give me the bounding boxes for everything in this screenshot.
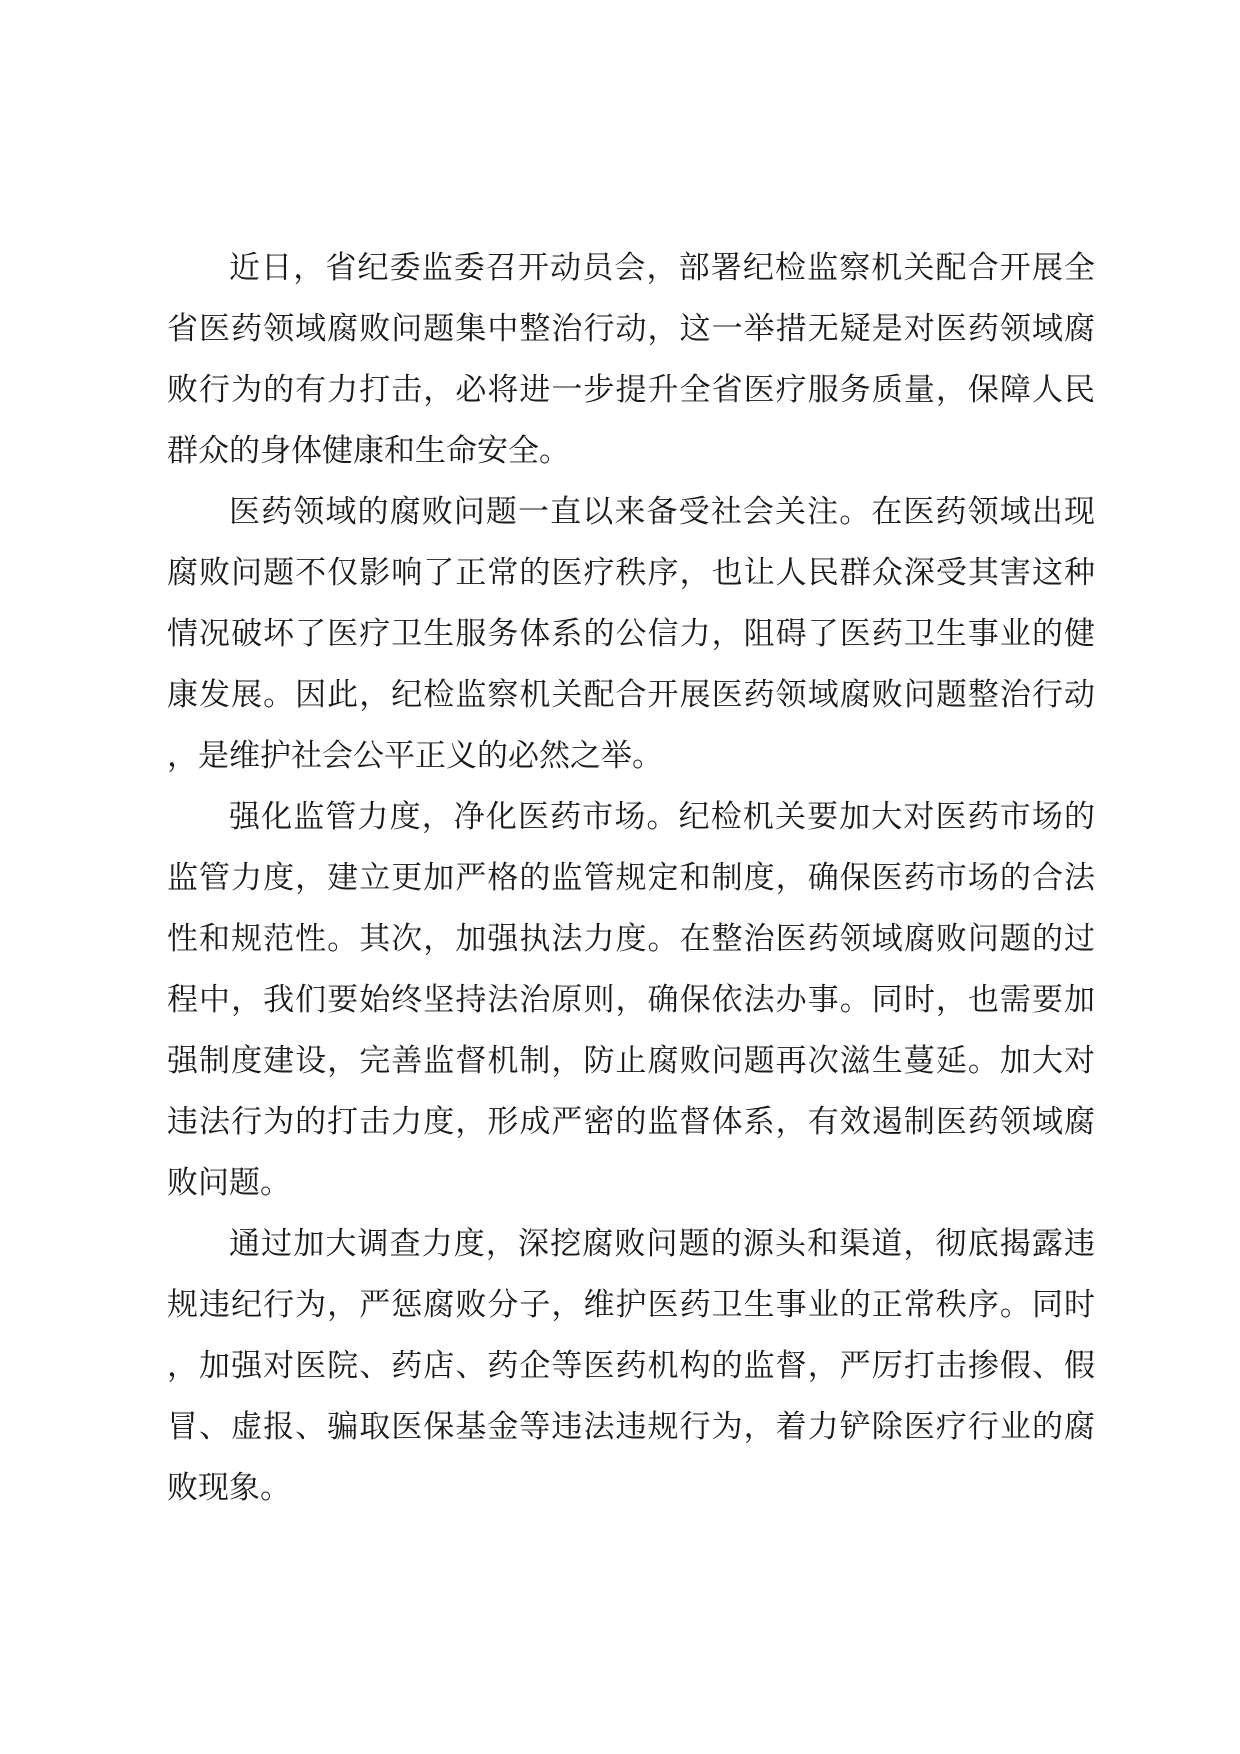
paragraph-4: 通过加大调查力度，深挖腐败问题的源头和渠道，彻底揭露违规违纪行为，严惩腐败分子，维护医药卫生事业的正常秩序。同时，加强对医院、药店、药企等医药机构的监督，严厉打击掺假、假冒、虚报、骗取医保基金等违法违规行为，着力铲除医疗行业的腐败现象。 [167, 1226, 1095, 1506]
paragraph-2: 医药领域的腐败问题一直以来备受社会关注。在医药领域出现腐败问题不仅影响了正常的医疗秩序，也让人民群众深受其害这种情况破坏了医疗卫生服务体系的公信力，阻碍了医药卫生事业的健康发展。因此，纪检监察机关配合开展医药领域腐败问题整治行动，是维护社会公平正义的必然之举。 [167, 494, 1095, 774]
paragraph-1: 近日，省纪委监委召开动员会，部署纪检监察机关配合开展全省医药领域腐败问题集中整治行动，这一举措无疑是对医药领域腐败行为的有力打击，必将进一步提升全省医疗服务质量，保障人民群众的身体健康和生命安全。 [167, 250, 1095, 469]
paragraph-3: 强化监管力度，净化医药市场。纪检机关要加大对医药市场的监管力度，建立更加严格的监管规定和制度，确保医药市场的合法性和规范性。其次，加强执法力度。在整治医药领域腐败问题的过程中，我们要始终坚持法治原则，确保依法办事。同时，也需要加强制度建设，完善监督机制，防止腐败问题再次滋生蔓延。加大对违法行为的打击力度，形成严密的监督体系，有效遏制医药领域腐败问题。 [167, 799, 1095, 1201]
document-body [167, 238, 1095, 1519]
